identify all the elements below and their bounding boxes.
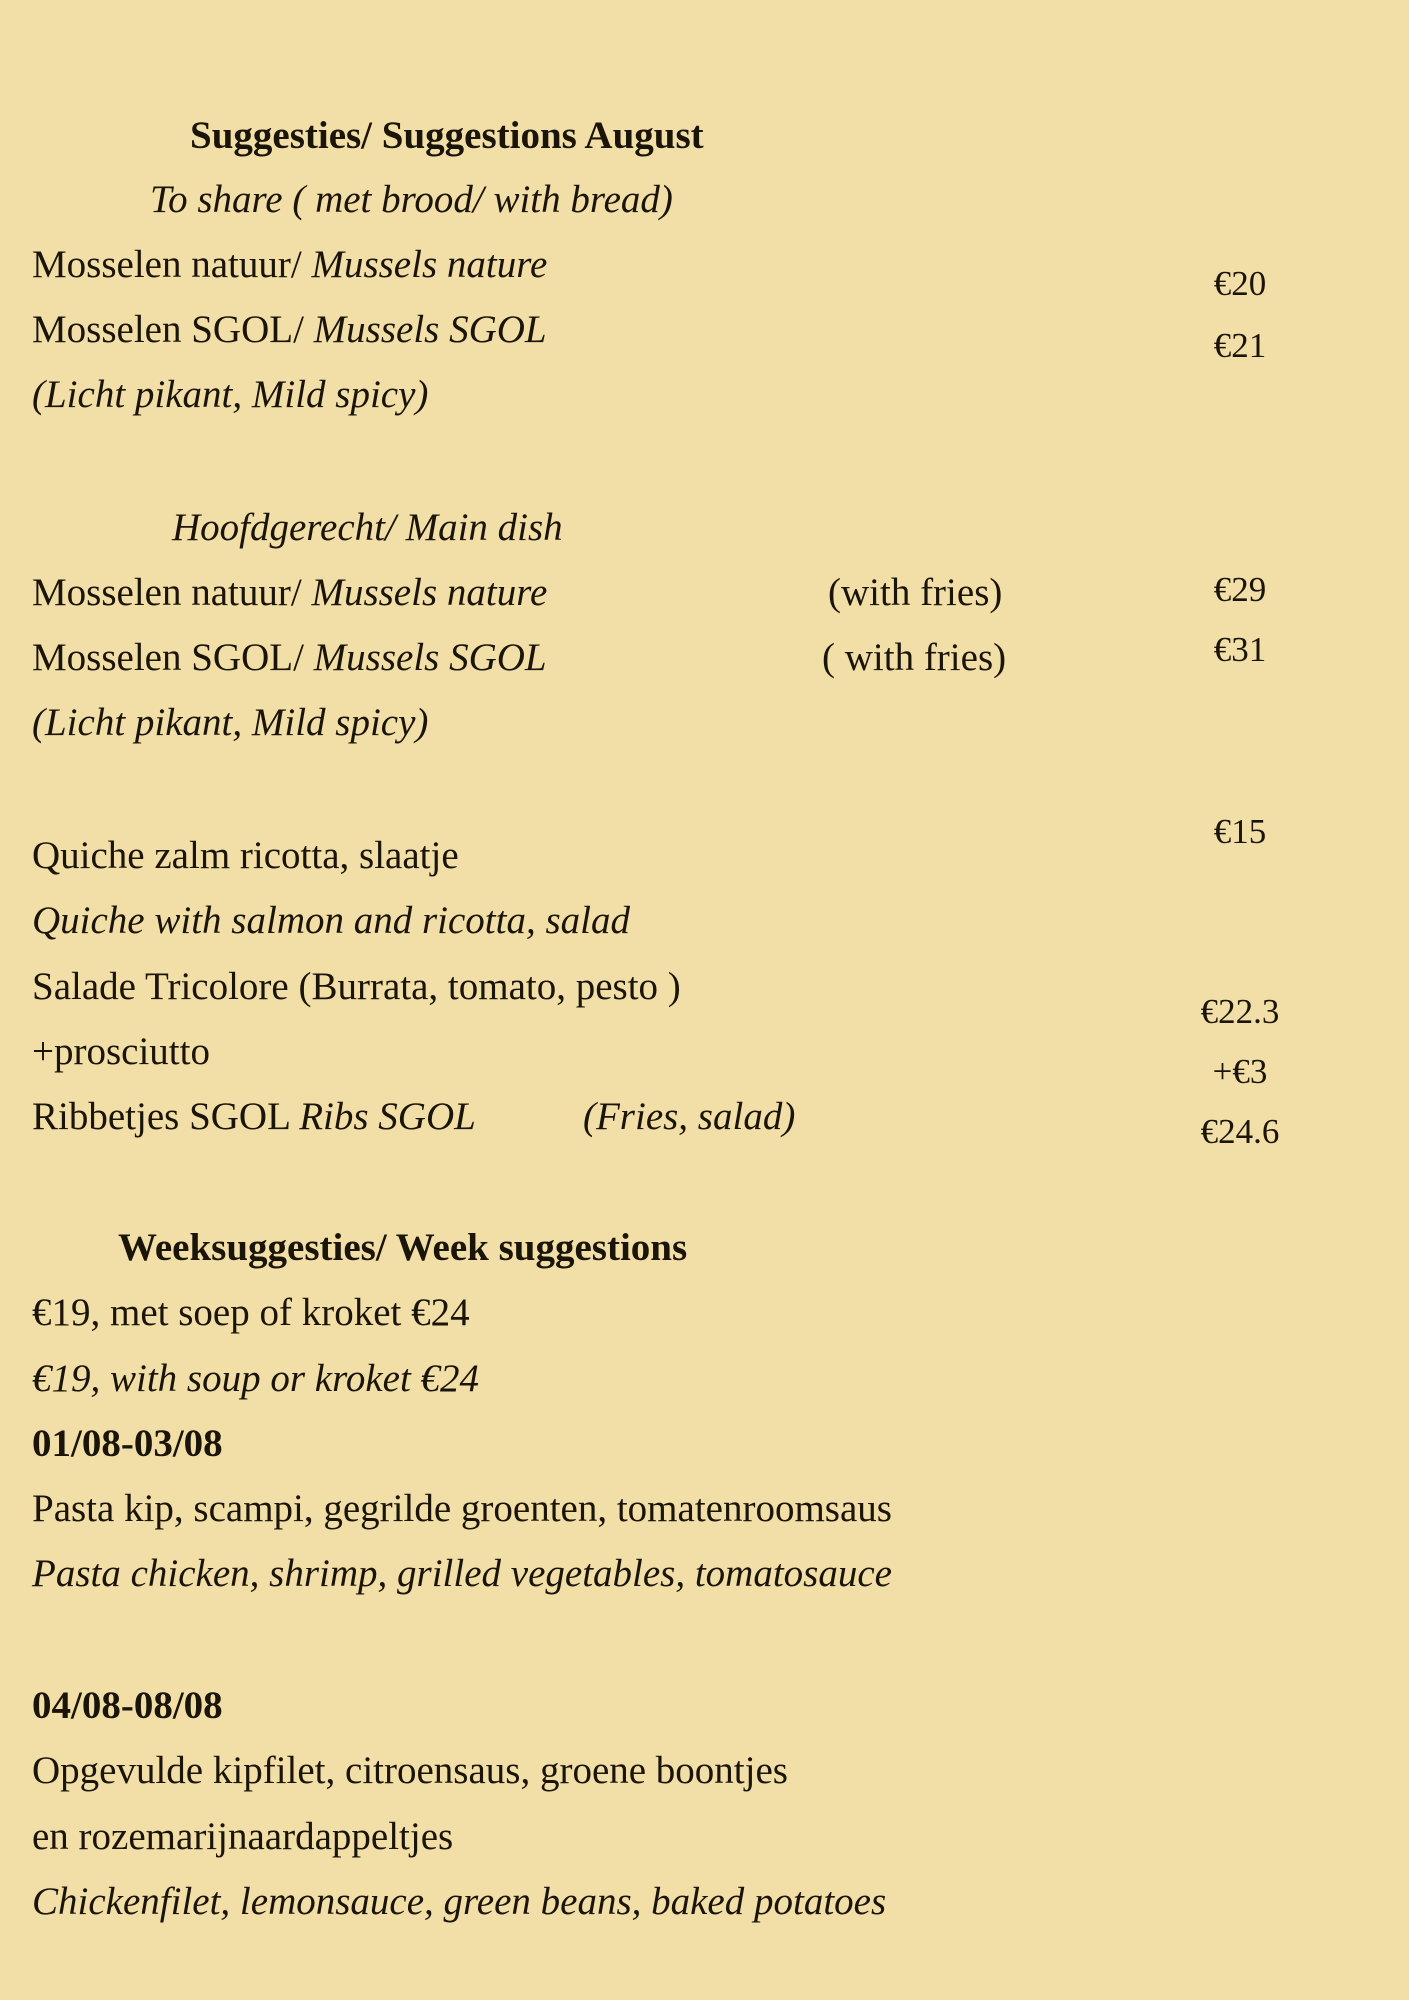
main-item-mussels-nature xyxy=(32,573,547,612)
item-name-en: Mussels nature xyxy=(311,243,548,286)
share-note: (Licht pikant, Mild spicy) xyxy=(32,373,429,416)
share-item-mussels-nature xyxy=(32,245,547,284)
item-name-en: Mussels SGOL xyxy=(313,636,547,679)
week-price-en: €19, with soup or kroket €24 xyxy=(32,1357,480,1400)
item-name-nl: Mosselen natuur/ xyxy=(32,571,312,614)
main-item-mussels-sgol-extra: ( with fries) xyxy=(822,636,1007,679)
main-item-mussels-nature-extra: (with fries) xyxy=(828,571,1003,614)
salade-price: €22.3 xyxy=(1200,992,1280,1031)
quiche-name-en: Quiche with salmon and ricotta, salad xyxy=(32,899,630,942)
ribs-price: €24.6 xyxy=(1200,1112,1280,1151)
main-price-mussels-sgol: €31 xyxy=(1213,630,1267,669)
quiche-price: €15 xyxy=(1213,812,1267,851)
main-note: (Licht pikant, Mild spicy) xyxy=(32,701,429,744)
week-dish-2-nl-line2: en rozemarijnaardappeltjes xyxy=(32,1815,454,1858)
item-name-nl: Mosselen SGOL/ xyxy=(32,636,314,679)
week-price-nl: €19, met soep of kroket €24 xyxy=(32,1291,470,1334)
week-dish-2-nl-line1: Opgevulde kipfilet, citroensaus, groene boontjes xyxy=(32,1749,788,1792)
share-item-mussels-sgol xyxy=(32,310,547,349)
item-name-nl: Mosselen natuur/ xyxy=(32,243,312,286)
week-dates-2: 04/08-08/08 xyxy=(32,1684,223,1727)
week-dish-1-nl: Pasta kip, scampi, gegrilde groenten, tomatenroomsaus xyxy=(32,1487,892,1530)
share-price-mussels-nature: €20 xyxy=(1213,264,1267,303)
week-heading: Weeksuggesties/ Week suggestions xyxy=(118,1226,688,1269)
main-heading: Hoofdgerecht/ Main dish xyxy=(172,506,563,549)
week-dish-1-en: Pasta chicken, shrimp, grilled vegetables, tomatosauce xyxy=(32,1552,892,1595)
share-heading: To share ( met brood/ with bread) xyxy=(150,178,673,221)
item-name-nl: Ribbetjes SGOL xyxy=(32,1095,300,1138)
ribs-item xyxy=(32,1097,476,1136)
item-name-en: Ribs SGOL xyxy=(299,1095,476,1138)
page-title: Suggesties/ Suggestions August xyxy=(190,114,704,157)
quiche-name-nl: Quiche zalm ricotta, slaatje xyxy=(32,834,459,877)
prosciutto-name: +prosciutto xyxy=(32,1030,210,1073)
week-dish-2-en: Chickenfilet, lemonsauce, green beans, baked potatoes xyxy=(32,1880,887,1923)
item-name-nl: Mosselen SGOL/ xyxy=(32,308,314,351)
item-name-en: Mussels SGOL xyxy=(313,308,547,351)
ribs-extra: (Fries, salad) xyxy=(583,1095,796,1138)
salade-name: Salade Tricolore (Burrata, tomato, pesto ) xyxy=(32,965,681,1008)
week-dates-1: 01/08-03/08 xyxy=(32,1422,223,1465)
share-price-mussels-sgol: €21 xyxy=(1213,326,1267,365)
item-name-en: Mussels nature xyxy=(311,571,548,614)
prosciutto-price: +€3 xyxy=(1212,1052,1268,1091)
main-price-mussels-nature: €29 xyxy=(1213,570,1267,609)
main-item-mussels-sgol xyxy=(32,638,547,677)
